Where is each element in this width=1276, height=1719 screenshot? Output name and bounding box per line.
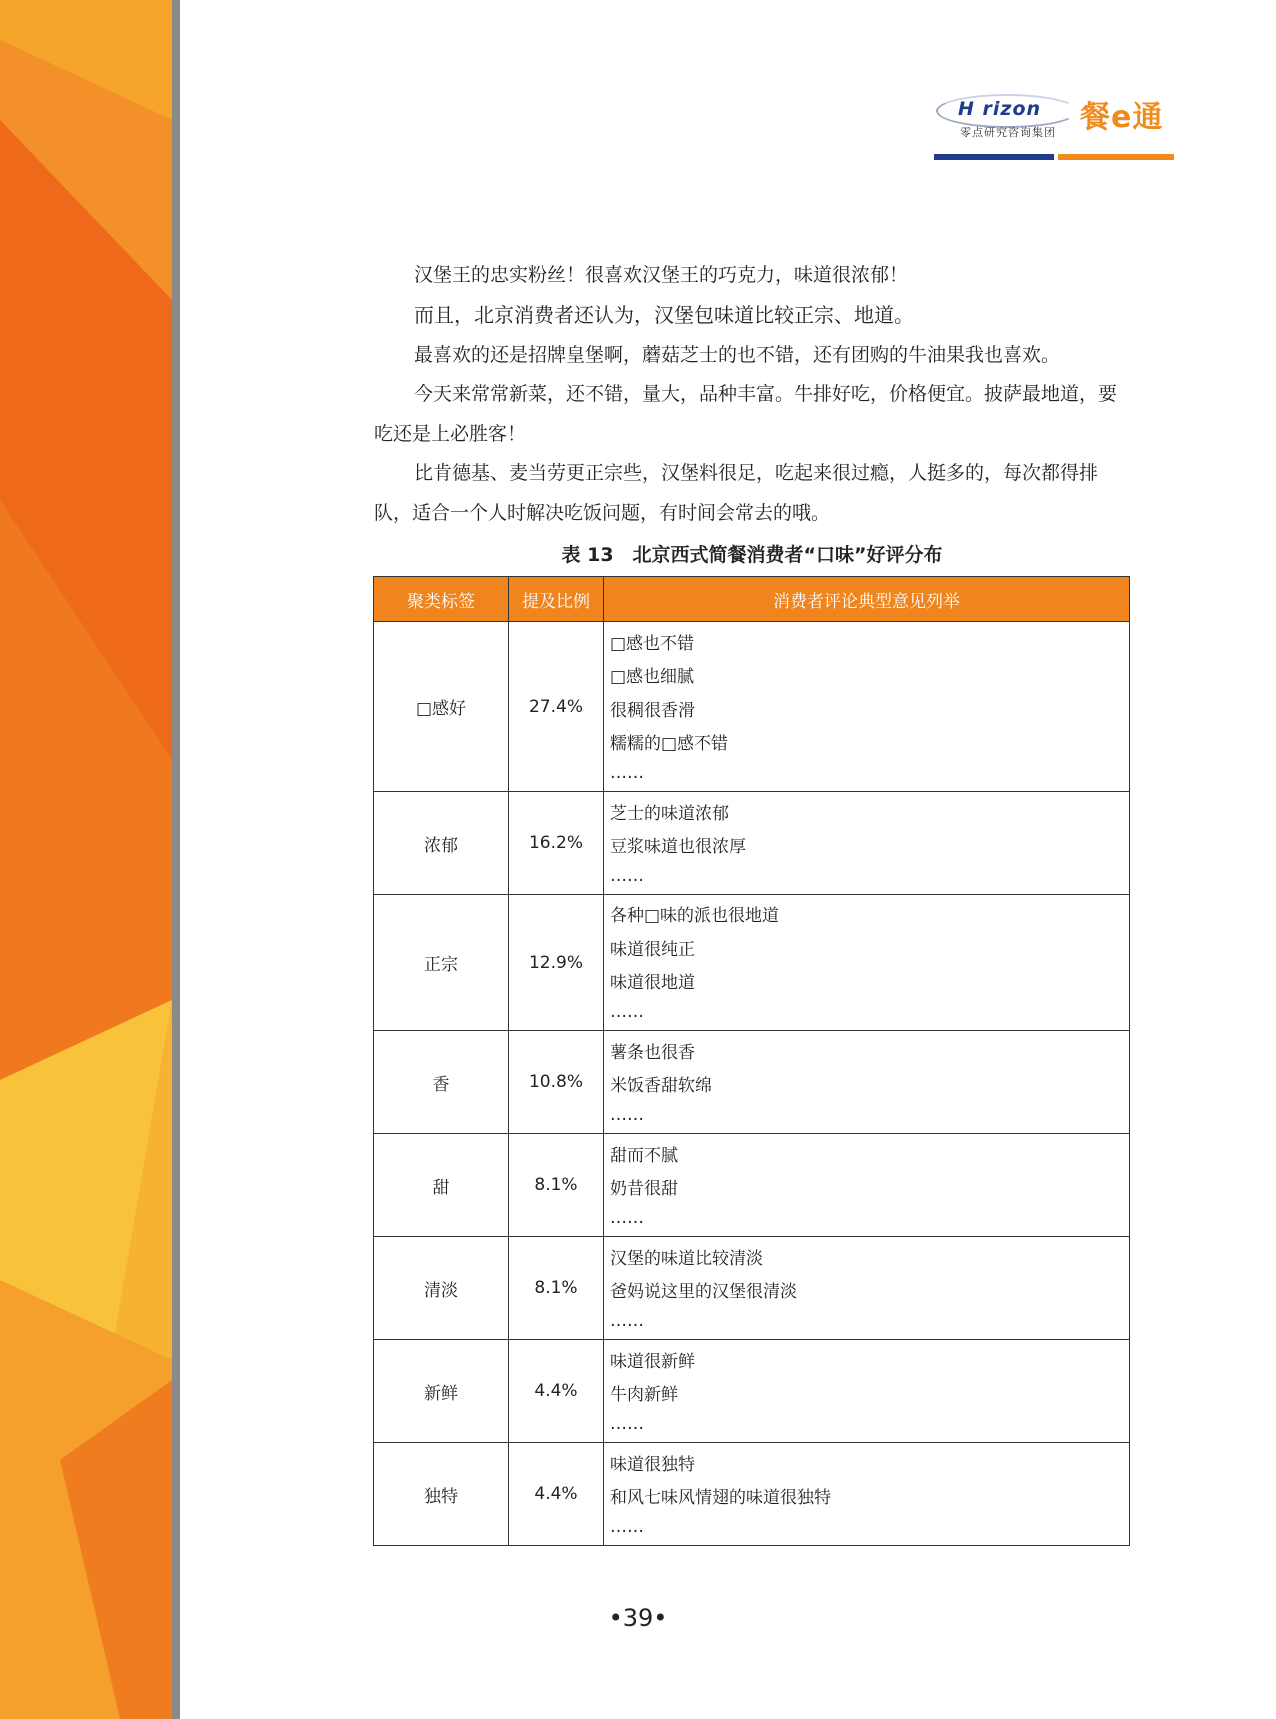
opinion-item: 甜而不腻 <box>610 1145 678 1166</box>
table-row <box>374 1237 1130 1340</box>
column-header: 提及比例 <box>509 577 604 622</box>
paragraph: 比肯德基、麦当劳更正宗些，汉堡料很足，吃起来很过瘾，人挺多的，每次都得排队，适合一个人时解决吃饭问题，有时间会常去的哦。 <box>374 462 1099 524</box>
opinion-more: …… <box>610 1001 644 1022</box>
paragraph: 最喜欢的还是招牌皇堡啊，蘑菇芝士的也不错，还有团购的牛油果我也喜欢。 <box>414 344 1061 366</box>
mention-ratio: 8.1% <box>509 1134 604 1237</box>
opinion-more: …… <box>610 865 644 886</box>
logo-wordmark: H rizon <box>958 98 1042 120</box>
opinion-item: 奶昔很甜 <box>610 1179 678 1199</box>
table-row <box>374 792 1130 895</box>
opinion-list <box>604 1237 1130 1340</box>
opinion-item: □感也细腻 <box>610 667 695 687</box>
opinion-item: 米饭香甜软绵 <box>610 1076 712 1096</box>
page-edge-bar <box>172 0 180 1719</box>
column-header: 聚类标签 <box>374 577 509 622</box>
opinion-item: 汉堡的味道比较清淡 <box>610 1248 763 1269</box>
logo-subtitle: 零点研究咨询集团 <box>960 126 1056 139</box>
opinion-item: 各种□味的派也很地道 <box>610 906 780 927</box>
opinion-list <box>604 622 1130 792</box>
header-rule-blue <box>934 154 1054 160</box>
paragraph: 今天来常常新菜，还不错，量大，品种丰富。牛排好吃，价格便宜。披萨最地道，要吃还是上必胜客！ <box>374 383 1118 445</box>
mention-ratio: 27.4% <box>509 622 604 792</box>
opinion-item: 味道很地道 <box>610 973 695 994</box>
decorative-orange-band <box>0 0 172 1719</box>
opinion-list <box>604 792 1130 895</box>
opinion-item: 很稠很香滑 <box>610 700 695 721</box>
cluster-tag: 新鲜 <box>374 1340 509 1443</box>
table-row <box>374 1443 1130 1546</box>
opinion-item: 薯条也很香 <box>610 1042 695 1063</box>
opinion-item: 牛肉新鲜 <box>610 1385 678 1405</box>
opinion-item: 糯糯的□感不错 <box>610 734 729 754</box>
opinion-item: 豆浆味道也很浓厚 <box>610 837 746 857</box>
opinion-more: …… <box>610 1207 644 1228</box>
page-number: •39• <box>608 1604 668 1632</box>
paragraph: 而且，北京消费者还认为，汉堡包味道比较正宗、地道。 <box>414 303 914 327</box>
opinion-more: …… <box>610 1413 644 1434</box>
table-row <box>374 1134 1130 1237</box>
table-title: 表 13 北京西式简餐消费者“口味”好评分布 <box>561 544 943 566</box>
opinion-list <box>604 1134 1130 1237</box>
cluster-tag: □感好 <box>374 622 509 792</box>
opinion-table <box>373 576 1130 1546</box>
opinion-item: 和风七味风情翅的味道很独特 <box>610 1488 831 1508</box>
cluster-tag: 甜 <box>374 1134 509 1237</box>
column-header: 消费者评论典型意见列举 <box>604 577 1130 622</box>
opinion-item: □感也不错 <box>610 633 695 654</box>
opinion-item: 味道很独特 <box>610 1454 695 1475</box>
opinion-item: 味道很纯正 <box>610 939 695 960</box>
mention-ratio: 4.4% <box>509 1340 604 1443</box>
mention-ratio: 8.1% <box>509 1237 604 1340</box>
opinion-list <box>604 1443 1130 1546</box>
table-row <box>374 622 1130 792</box>
opinion-item: 爸妈说这里的汉堡很清淡 <box>610 1282 797 1302</box>
opinion-list <box>604 895 1130 1031</box>
mention-ratio: 10.8% <box>509 1031 604 1134</box>
table-row <box>374 1340 1130 1443</box>
mention-ratio: 12.9% <box>509 895 604 1031</box>
opinion-more: …… <box>610 1104 644 1125</box>
opinion-more: …… <box>610 762 644 783</box>
mention-ratio: 4.4% <box>509 1443 604 1546</box>
cluster-tag: 独特 <box>374 1443 509 1546</box>
opinion-list <box>604 1031 1130 1134</box>
brand-logo: 餐e通 <box>1080 100 1164 135</box>
opinion-more: …… <box>610 1310 644 1331</box>
opinion-item: 味道很新鲜 <box>610 1351 695 1372</box>
cluster-tag: 香 <box>374 1031 509 1134</box>
cluster-tag: 清淡 <box>374 1237 509 1340</box>
mention-ratio: 16.2% <box>509 792 604 895</box>
cluster-tag: 浓郁 <box>374 792 509 895</box>
opinion-more: …… <box>610 1516 644 1537</box>
table-row <box>374 1031 1130 1134</box>
table-row <box>374 895 1130 1031</box>
opinion-list <box>604 1340 1130 1443</box>
opinion-item: 芝士的味道浓郁 <box>610 803 729 824</box>
header-rule-orange <box>1058 154 1174 160</box>
paragraph: 汉堡王的忠实粉丝！很喜欢汉堡王的巧克力，味道很浓郁！ <box>414 264 909 286</box>
cluster-tag: 正宗 <box>374 895 509 1031</box>
header-logo <box>934 88 1174 168</box>
